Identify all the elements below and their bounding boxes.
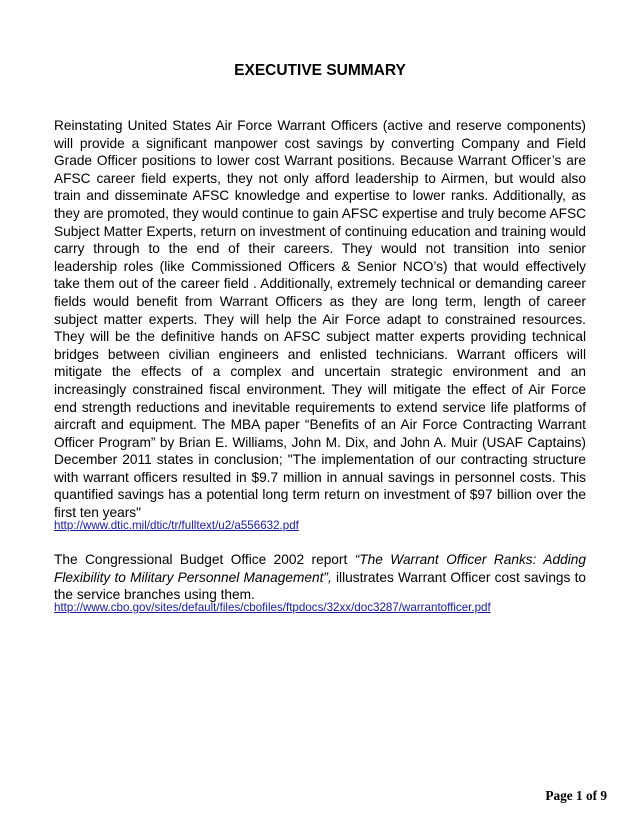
cbo-link[interactable]: http://www.cbo.gov/sites/default/files/cbofiles/ftpdocs/32xx/doc3287/warrantofficer.pdf <box>54 601 491 614</box>
page-title: EXECUTIVE SUMMARY <box>234 62 406 79</box>
cbo-report-title: “The Warrant Officer Ranks: Adding Flexibility to Military Personnel Management”, <box>54 552 586 585</box>
summary-paragraph: Reinstating United States Air Force Warrant Officers (active and reserve components) will provide a significant manpower cost savings by converting Company and Field Grade Officer positions to lower cost Warrant positions. Because Warrant Officer’s are AFSC career field experts, they not only afford leadership to Airmen, but would also train and disseminate AFSC knowledge and expertise to lower ranks. Additionally, as they are promoted, they would continue to gain AFSC expertise and truly become AFSC Subject Matter Experts, return on investment of continuing education and training would carry through to the end of their careers. They would not transition into senior leadership roles (like Commissioned Officers & Senior NCO’s) that would effectively take them out of the career field . Additionally, extremely technical or demanding career fields would benefit from Warrant Officers as they are long term, length of career subject matter experts. They will help the Air Force adapt to constrained resources. They will be the definitive hands on AFSC subject matter experts providing technical bridges between civilian engineers and enlisted technicians. Warrant officers will mitigate the effects of a complex and uncertain strategic environment and an increasingly constrained fiscal environment. They will mitigate the effect of Air Force end strength reductions and inevitable requirements to extend service life platforms of aircraft and equipment. The MBA paper “Benefits of an Air Force Contracting Warrant Officer Program” by Brian E. Williams, John M. Dix, and John A. Muir (USAF Captains) December 2011 states in conclusion; "The implementation of our contracting structure with warrant officers resulted in $9.7 million in annual savings in personnel costs. This quantified savings has a potential long term return on investment of $97 billion over the first ten years" <box>54 118 586 521</box>
cbo-paragraph-intro: The Congressional Budget Office 2002 report <box>54 552 355 567</box>
page-number: Page 1 of 9 <box>545 788 607 803</box>
cbo-paragraph-rest: illustrates Warrant Officer cost savings to the service branches using them. <box>54 569 587 603</box>
dtic-link[interactable]: http://www.dtic.mil/dtic/tr/fulltext/u2/a556632.pdf <box>54 519 299 532</box>
cbo-paragraph <box>54 551 586 604</box>
